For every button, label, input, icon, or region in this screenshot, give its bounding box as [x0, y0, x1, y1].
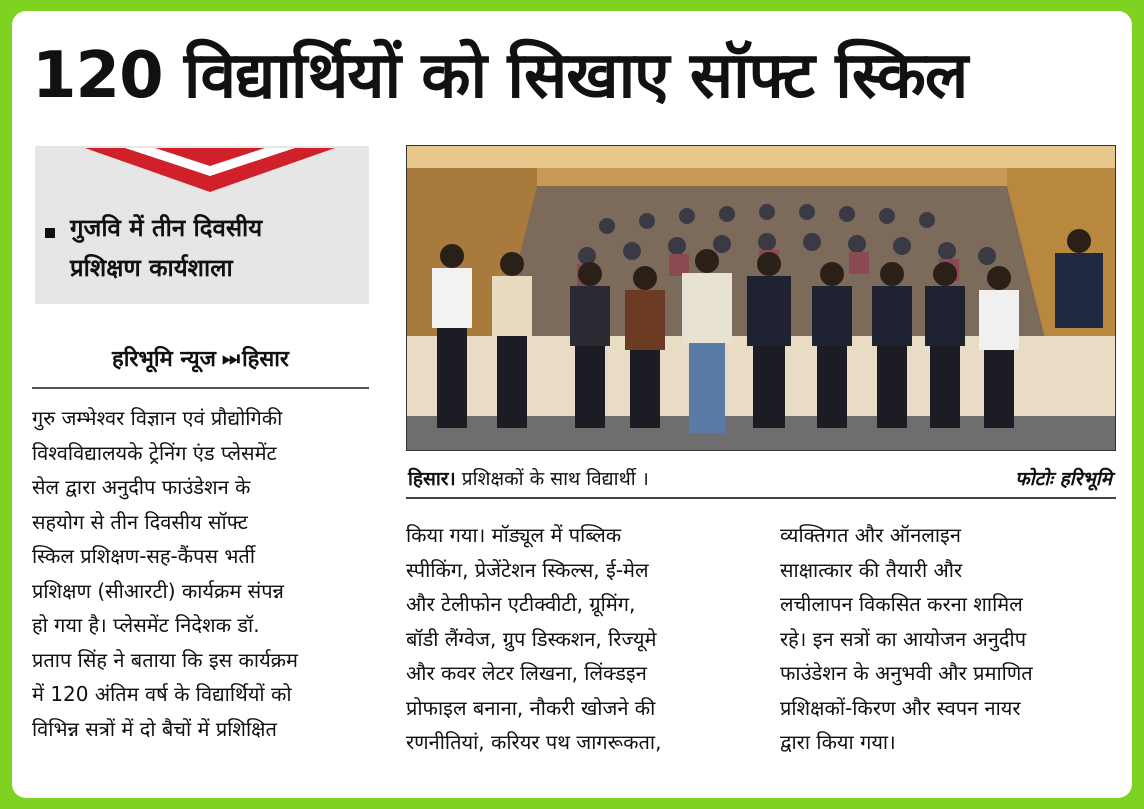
newspaper-clipping	[12, 11, 1132, 798]
text-line: द्वारा किया गया।	[780, 730, 896, 754]
text-line: फाउंडेशन के अनुभवी और प्रमाणित	[780, 661, 1033, 685]
kicker-line: गुजवि में तीन दिवसीय	[70, 214, 263, 242]
photo-credit: फोटोः हरिभूमि	[1015, 468, 1112, 490]
text-line: साक्षात्कार की तैयारी और	[780, 557, 963, 582]
text-line: प्रशिक्षण (सीआरटी) कार्यक्रम संपन्न	[32, 578, 284, 603]
fast-forward-icon: ⏭	[221, 346, 236, 370]
text-line: स्किल प्रशिक्षण-सह-कैंपस भर्ती	[32, 544, 256, 568]
text-line: हो गया है। प्लेसमेंट निदेशक डॉ.	[32, 613, 260, 637]
group-photo-illustration	[407, 146, 1115, 450]
article-column-2	[406, 518, 746, 760]
byline-source: हरिभूमि न्यूज	[112, 347, 216, 372]
photo-caption	[408, 465, 649, 491]
caption-text: प्रशिक्षकों के साथ विद्यार्थी ।	[455, 468, 649, 490]
text-line: किया गया। मॉड्यूल में पब्लिक	[406, 523, 622, 547]
text-line: विभिन्न सत्रों में दो बैचों में प्रशिक्षित	[32, 716, 277, 741]
text-line: में 120 अंतिम वर्ष के विद्यार्थियों को	[32, 682, 292, 706]
text-line: व्यक्तिगत और ऑनलाइन	[780, 523, 961, 547]
kicker-line: प्रशिक्षण कार्यशाला	[70, 254, 233, 282]
text-line: प्रोफाइल बनाना, नौकरी खोजने की	[406, 695, 656, 720]
byline-place: हिसार	[241, 347, 289, 372]
text-line: सहयोग से तीन दिवसीय सॉफ्ट	[32, 509, 248, 534]
text-line: रहे। इन सत्रों का आयोजन अनुदीप	[780, 626, 1027, 651]
text-line: बॉडी लैंग्वेज, ग्रुप डिस्कशन, रिज्यूमे	[406, 626, 657, 651]
kicker-text	[70, 208, 360, 288]
text-line: लचीलापन विकसित करना शामिल	[780, 592, 1023, 616]
text-line: और टेलीफोन एटीक्वीटी, ग्रूमिंग,	[406, 592, 636, 616]
kicker-box	[35, 146, 369, 304]
text-line: प्रताप सिंह ने बताया कि इस कार्यक्रम	[32, 647, 299, 672]
bullet-icon	[45, 228, 55, 238]
article-column-3	[780, 518, 1120, 760]
photo-caption-row	[406, 461, 1116, 499]
text-line: गुरु जम्भेश्वर विज्ञान एवं प्रौद्योगिकी	[32, 406, 283, 430]
byline	[32, 329, 369, 389]
text-line: रणनीतियां, करियर पथ जागरूकता,	[406, 730, 662, 754]
text-line: और कवर लेटर लिखना, लिंक्डइन	[406, 661, 647, 685]
headline: 120 विद्यार्थियों को सिखाए सॉफ्ट स्किल	[32, 39, 968, 113]
text-line: स्पीकिंग, प्रेजेंटेशन स्किल्स, ई-मेल	[406, 557, 649, 582]
text-line: सेल द्वारा अनुदीप फाउंडेशन के	[32, 475, 251, 499]
text-line: विश्वविद्यालयके ट्रेनिंग एंड प्लेसमेंट	[32, 440, 277, 465]
chevron-logo	[85, 146, 335, 194]
group-photo	[406, 145, 1116, 451]
article-column-1	[32, 401, 372, 746]
caption-place: हिसार।	[408, 468, 456, 490]
text-line: प्रशिक्षकों-किरण और स्वपन नायर	[780, 695, 1021, 720]
